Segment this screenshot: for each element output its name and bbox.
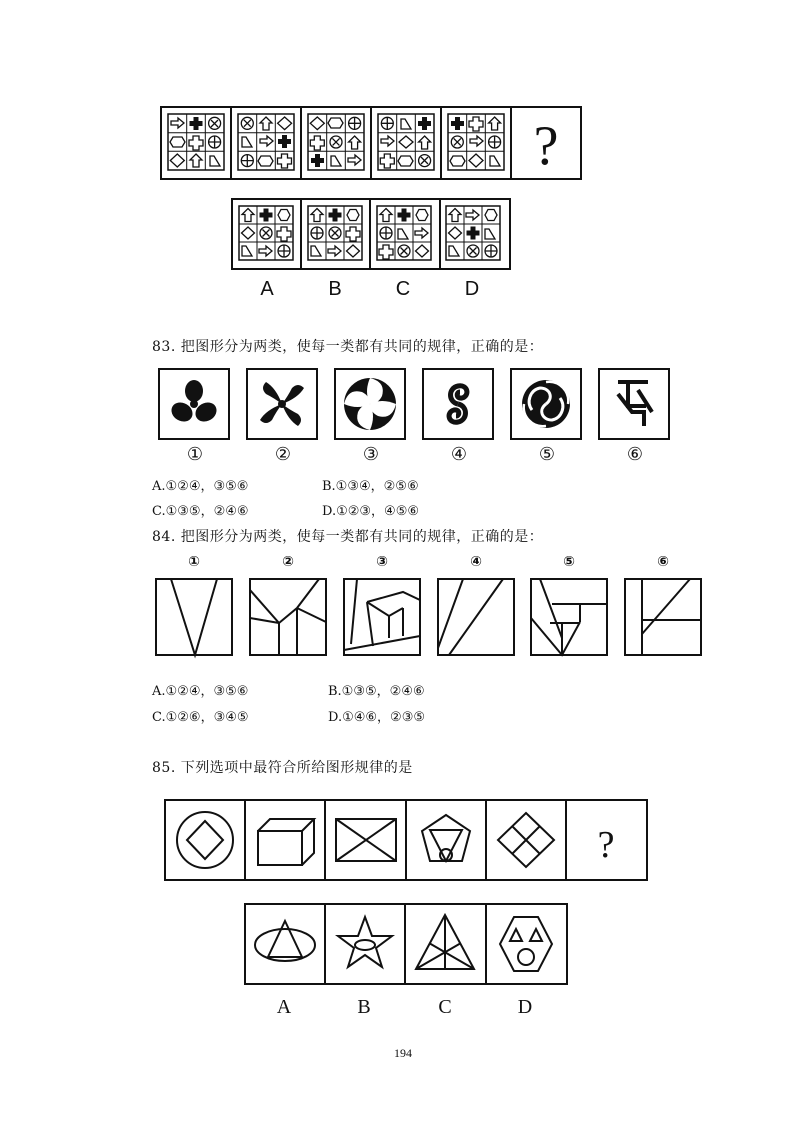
q84-figure-label-5: ⑤: [563, 554, 575, 570]
q85-option-label-b[interactable]: B: [357, 996, 371, 1018]
q84-option-b[interactable]: B.①③⑤，②④⑥: [328, 684, 425, 699]
q84-figure-label-1: ①: [188, 554, 200, 570]
q83-figure-label-5: ⑤: [538, 444, 556, 465]
q85-sequence-figure: [164, 799, 648, 883]
q83-option-b[interactable]: B.①③④，②⑤⑥: [322, 479, 419, 494]
q85-option-label-a[interactable]: A: [276, 996, 292, 1018]
q84-figures: [155, 578, 705, 658]
q83-prompt: 83. 把图形分为两类，使每一类都有共同的规律，正确的是：: [152, 339, 544, 355]
q82-question-mark: ?: [533, 115, 559, 177]
q85-prompt: 85. 下列选项中最符合所给图形规律的是: [152, 760, 413, 776]
q83-figure-label-6: ⑥: [626, 444, 644, 465]
q83-figure-label-2: ②: [274, 444, 292, 465]
q85-question-mark: ?: [597, 824, 615, 866]
q83-figure-label-1: ①: [186, 444, 204, 465]
q82-option-label-d[interactable]: D: [464, 278, 480, 300]
q82-option-label-b[interactable]: B: [328, 278, 342, 300]
q83-option-c[interactable]: C.①③⑤，②④⑥: [152, 504, 249, 519]
q83-figures: [158, 368, 672, 442]
q84-figure-label-3: ③: [376, 554, 388, 570]
page-number: 194: [394, 1046, 412, 1060]
q83-figure-label-3: ③: [362, 444, 380, 465]
q84-figure-label-4: ④: [470, 554, 482, 570]
q84-figure-label-2: ②: [282, 554, 294, 570]
q83-figure-label-4: ④: [450, 444, 468, 465]
q82-option-label-a[interactable]: A: [260, 278, 274, 300]
q84-option-d[interactable]: D.①④⑥，②③⑤: [328, 710, 426, 725]
q84-option-a[interactable]: A.①②④，③⑤⑥: [152, 684, 249, 699]
q82-option-label-c[interactable]: C: [395, 278, 411, 300]
q84-prompt: 84. 把图形分为两类，使每一类都有共同的规律，正确的是：: [152, 529, 544, 545]
q84-option-c[interactable]: C.①②⑥，③④⑤: [152, 710, 249, 725]
q85-options-figure[interactable]: [244, 903, 568, 987]
q83-option-a[interactable]: A.①②④，③⑤⑥: [152, 479, 249, 494]
q84-figure-label-6: ⑥: [657, 554, 669, 570]
q82-options-figure[interactable]: [231, 198, 511, 272]
q83-option-d[interactable]: D.①②③，④⑤⑥: [322, 504, 420, 519]
q85-option-label-d[interactable]: D: [517, 996, 533, 1018]
q85-option-label-c[interactable]: C: [438, 996, 452, 1018]
q82-sequence-figure: [160, 106, 582, 182]
